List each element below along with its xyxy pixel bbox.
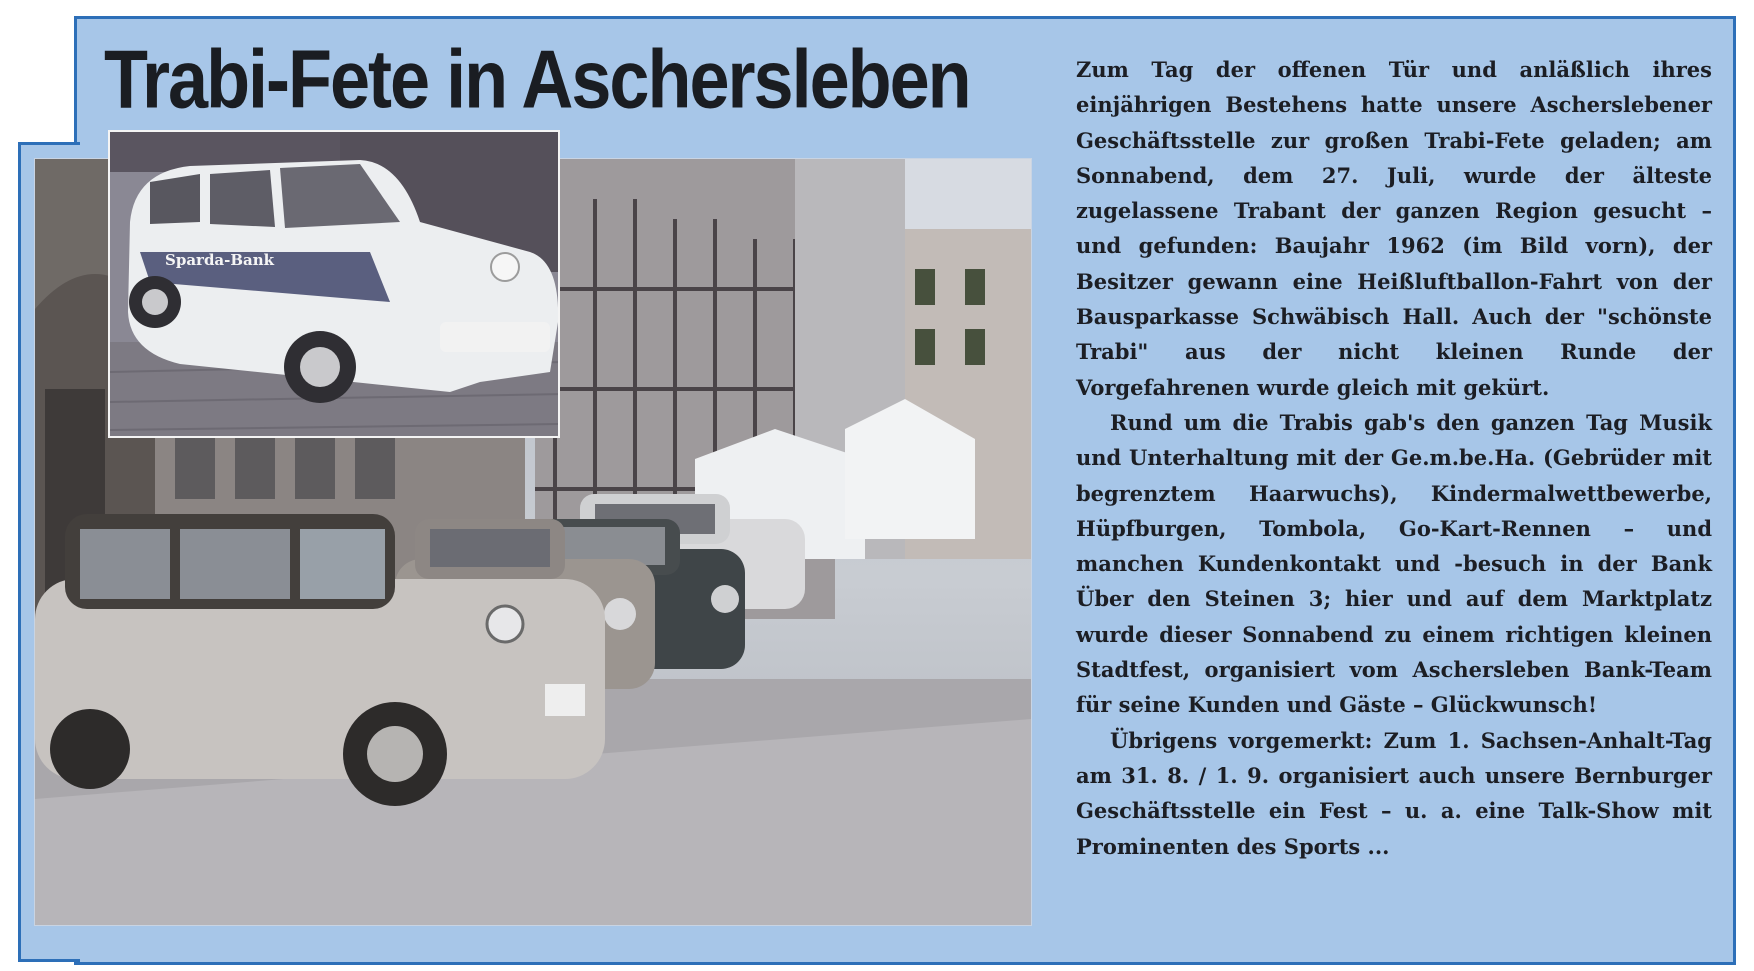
inset-photo-sparda-trabant bbox=[108, 130, 560, 438]
article-body bbox=[1076, 52, 1712, 864]
article-paragraph-2: Rund um die Trabis gab's den ganzen Tag Musik und Unterhaltung mit der Ge.m.be.Ha. (Gebrüder mit begrenztem Haarwuchs), Kindermalwettbewerbe, Hüpfburgen, Tombola, Go-Kart-Rennen – und manchen Kundenkontakt und -besuch in der Bank Über den Steinen 3; hier und auf dem Marktplatz wurde dieser Sonnabend zu einem richtigen kleinen Stadtfest, organisiert vom Aschersleben Bank-Team für seine Kunden und Gäste – Glückwunsch! bbox=[1076, 409, 1712, 718]
headline: Trabi-Fete in Aschersleben bbox=[104, 34, 970, 126]
article-paragraph-1: Zum Tag der offenen Tür und anläßlich ihres einjährigen Bestehens hatte unsere Ascherslebener Geschäftsstelle zur großen Trabi-Fete geladen; am Sonnabend, dem 27. Juli, wurde der älteste zugelassene Trabant der ganzen Region gesucht – und gefunden: Baujahr 1962 (im Bild vorn), der Besitzer gewann eine Heißluftballon-Fahrt von der Bausparkasse Schwäbisch Hall. Auch der "schönste Trabi" aus der nicht kleinen Runde der Vorgefahrenen wurde gleich mit gekürt. bbox=[1076, 57, 1712, 400]
car-door-sign: Sparda-Bank bbox=[165, 251, 275, 269]
article-paragraph-3: Übrigens vorgemerkt: Zum 1. Sachsen-Anhalt-Tag am 31. 8. / 1. 9. organisiert auch unsere Bernburger Geschäftsstelle ein Fest – u. a. eine Talk-Show mit Prominenten des Sports ... bbox=[1076, 727, 1712, 859]
